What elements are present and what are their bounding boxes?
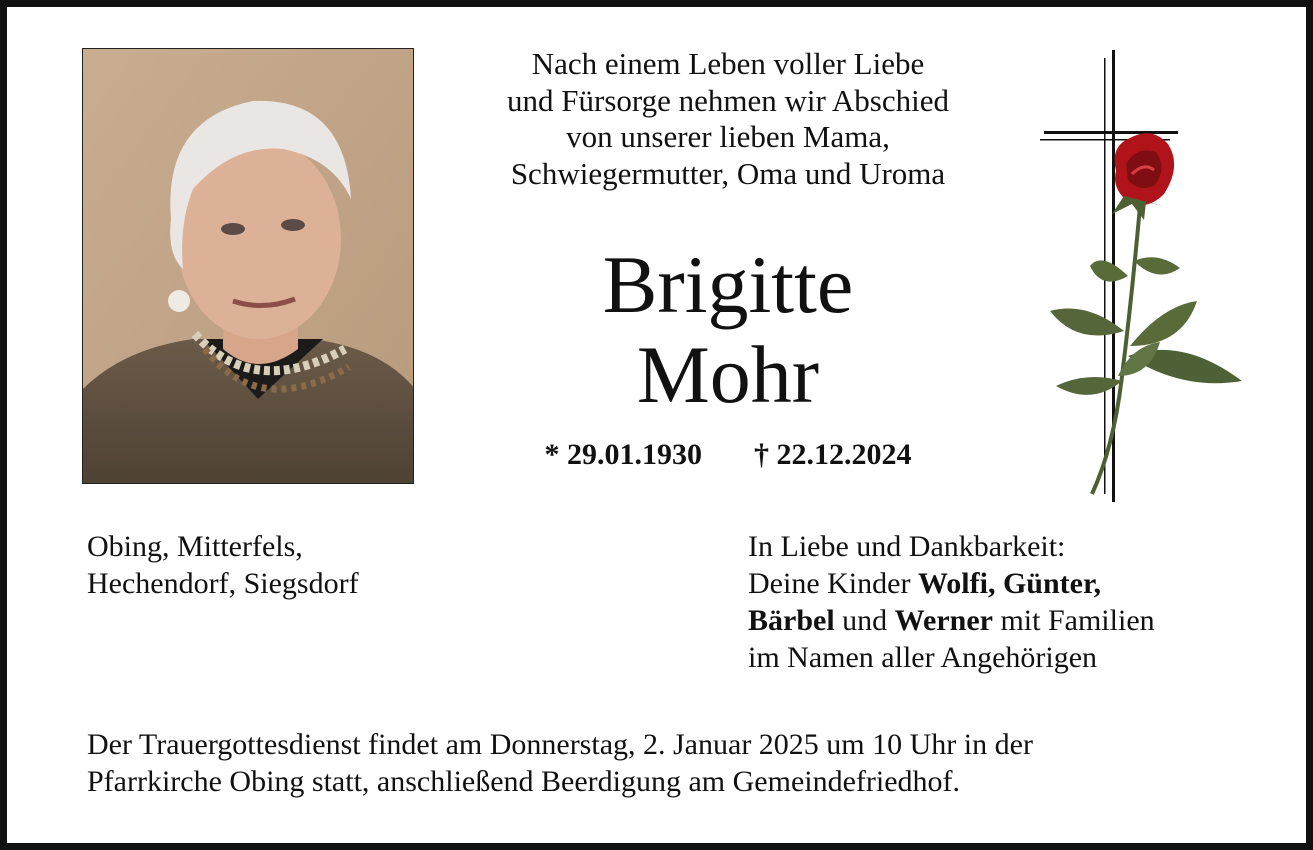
- intro-line: Nach einem Leben voller Liebe: [531, 46, 925, 81]
- intro-line: und Fürsorge nehmen wir Abschied: [507, 82, 949, 118]
- intro-line: Schwiegermutter, Oma und Uroma: [510, 155, 946, 191]
- rose-icon: [1050, 133, 1242, 494]
- last-name: Mohr: [636, 329, 820, 420]
- family-text: und: [834, 604, 895, 637]
- birth-date: * 29.01.1930: [544, 438, 702, 471]
- first-name: Brigitte: [602, 239, 854, 330]
- family-line: [748, 565, 1155, 602]
- family-line: im Namen aller Angehörigen: [748, 641, 1098, 674]
- death-date: † 22.12.2024: [754, 438, 912, 471]
- family-names: Wolfi, Günter,: [917, 567, 1102, 600]
- service-line: Pfarrkirche Obing statt, anschließend Beerdigung am Gemeindefriedhof.: [87, 765, 961, 798]
- family-text: mit Familien: [992, 604, 1155, 637]
- places-line: Hechendorf, Siegsdorf: [87, 567, 359, 600]
- family-signature: [748, 528, 1155, 676]
- portrait-photo: [82, 48, 414, 484]
- deceased-name: [448, 240, 1008, 420]
- places-line: Obing, Mitterfels,: [87, 530, 303, 563]
- family-name: Werner: [894, 604, 993, 637]
- intro-line: von unserer lieben Mama,: [566, 119, 890, 154]
- cross-with-rose: [1032, 46, 1252, 506]
- life-dates: [448, 436, 1008, 474]
- family-line: In Liebe und Dankbarkeit:: [748, 530, 1066, 563]
- service-notice: [87, 726, 1033, 800]
- intro-text: [448, 46, 1008, 192]
- family-line: [748, 602, 1155, 639]
- family-text: Deine Kinder: [748, 567, 918, 600]
- family-name: Bärbel: [748, 604, 835, 637]
- service-line: Der Trauergottesdienst findet am Donnerstag, 2. Januar 2025 um 10 Uhr in der: [87, 728, 1033, 761]
- places: [87, 528, 359, 602]
